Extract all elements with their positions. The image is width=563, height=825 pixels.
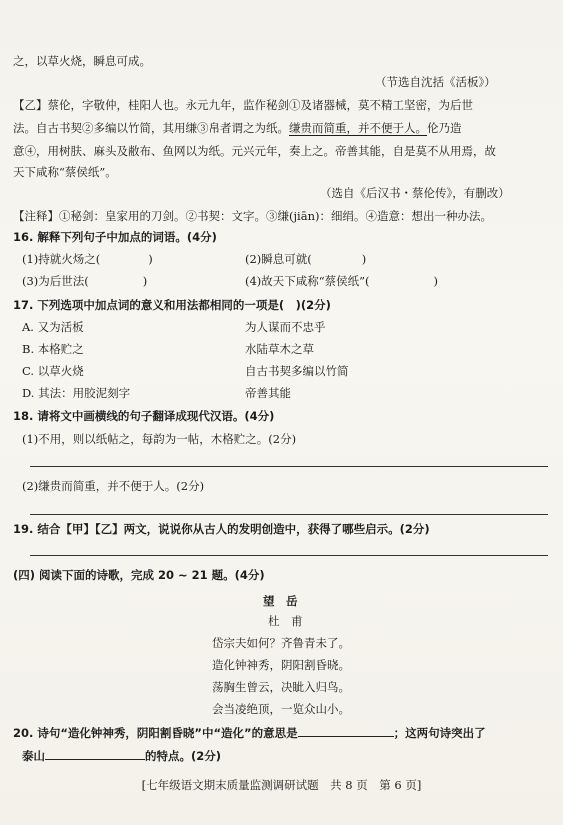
q16-item <box>245 252 366 267</box>
poem-line: 荡胸生曾云，决眦入归鸟。 <box>212 680 350 694</box>
passage-text: 法。自古书契②多编以竹简，其用缣③帛者谓之为纸。 <box>13 121 289 135</box>
underlined-sentence: 缣贵而简重，并不便于人。 <box>289 121 427 135</box>
question-16-stem: 16. 解释下列句子中加点的词语。(4分) <box>13 230 217 244</box>
q17-option-right: 为人谋而不忠乎 <box>245 320 326 334</box>
poem-line: 造化钟神秀，阴阳割昏晓。 <box>212 658 350 672</box>
passage-line: 之，以草火烧，瞬息可成。 <box>13 54 151 68</box>
question-17-stem: 17. 下列选项中加点词的意义和用法都相同的一项是( )(2分) <box>13 298 331 312</box>
question-19-stem: 19. 结合【甲】【乙】两文，说说你从古人的发明创造中，获得了哪些启示。(2分) <box>13 522 430 536</box>
q16-item-close: ) <box>148 252 153 266</box>
passage-text: 伦乃造 <box>427 121 462 135</box>
q16-item-close: ) <box>142 274 148 288</box>
q16-item-text: (4)故天下咸称“蔡侯纸”( <box>245 274 370 288</box>
poem-title: 望 岳 <box>263 594 298 608</box>
q17-option-left: D. 其法：用胶泥刻字 <box>22 386 131 400</box>
passage-line <box>13 121 462 136</box>
q17-option-left: B. 本格贮之 <box>22 342 84 356</box>
question-20-stem <box>13 725 486 741</box>
q18-sentence-1: (1)不用，则以纸帖之，每韵为一帖，木格贮之。(2分) <box>22 432 297 446</box>
q17-option-right: 水陆草木之草 <box>245 342 314 356</box>
q17-option-right: 自古书契多编以竹简 <box>245 364 349 378</box>
q16-item-close: ) <box>433 274 439 288</box>
q16-item-text: (2)瞬息可就( <box>245 252 312 266</box>
q17-option-left: A. 又为活板 <box>22 320 84 334</box>
source-note: （选自《后汉书・蔡伦传》，有删改） <box>320 186 510 200</box>
poem-line: 岱宗夫如何？齐鲁青未了。 <box>212 636 350 650</box>
answer-blank[interactable] <box>298 725 394 737</box>
q17-option-left: C. 以草火烧 <box>22 364 84 378</box>
annotation: 【注释】①秘剑：皇家用的刀剑。②书契：文字。③缣(jiān)：细绢。④造意：想出一种办法。 <box>13 209 492 223</box>
question-18-stem: 18. 请将文中画横线的句子翻译成现代汉语。(4分) <box>13 409 275 423</box>
q16-item-text: (3)为后世法( <box>22 274 89 288</box>
q20-text: 20. 诗句“造化钟神秀，阴阳割昏晓”中“造化”的意思是 <box>13 726 298 740</box>
q17-option-right: 帝善其能 <box>245 386 291 400</box>
question-20-cont <box>22 748 221 764</box>
q20-text: 泰山 <box>22 749 45 763</box>
passage-text: 【乙】蔡伦，字敬仲，桂阳人也。永元九年，监作秘剑①及诸器械，莫不精工坚密，为后世 <box>13 98 473 112</box>
answer-line[interactable] <box>30 514 548 515</box>
page-footer: [七年级语文期末质量监测调研试题 共 8 页 第 6 页] <box>141 778 422 792</box>
q18-sentence-2: (2)缣贵而简重，并不便于人。(2分) <box>22 479 205 493</box>
answer-blank[interactable] <box>45 748 145 760</box>
q16-item <box>22 274 147 289</box>
q16-item-close: ) <box>361 252 367 266</box>
source-note: （节选自沈括《活板》） <box>375 75 496 89</box>
poem-line: 会当凌绝顶，一览众山小。 <box>212 702 350 716</box>
q20-text: 的特点。(2分) <box>145 749 222 763</box>
q20-text: ；这两句诗突出了 <box>393 726 486 740</box>
passage-line: 天下咸称“蔡侯纸”。 <box>13 165 117 179</box>
q16-item <box>22 252 153 267</box>
answer-line[interactable] <box>30 555 548 556</box>
answer-line[interactable] <box>30 466 548 467</box>
passage-line <box>13 98 473 113</box>
section-heading: (四) 阅读下面的诗歌，完成 20 ~ 21 题。(4分) <box>13 568 265 582</box>
poem-author: 杜 甫 <box>268 614 303 628</box>
q16-item <box>245 274 438 289</box>
passage-line: 意④，用树肤、麻头及敝布、鱼网以为纸。元兴元年，奏上之。帝善其能，自是莫不从用焉，故 <box>13 144 496 158</box>
q16-item-text: (1)持就火炀之( <box>22 252 101 266</box>
